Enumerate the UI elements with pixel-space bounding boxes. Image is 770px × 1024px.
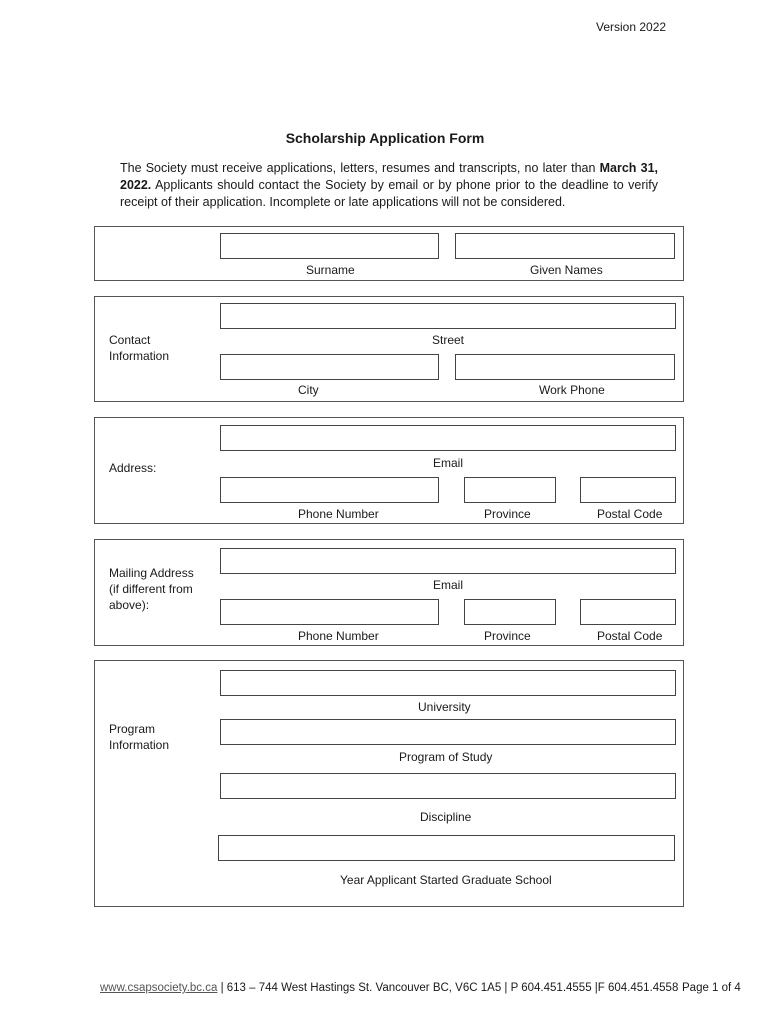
program-label-line1: Program — [109, 722, 156, 736]
footer-contact — [100, 982, 678, 994]
intro-paragraph — [120, 160, 658, 211]
address-email-field[interactable] — [220, 425, 676, 451]
mailing-label-line3: above): — [109, 598, 150, 612]
program-label-line2: Information — [109, 738, 170, 752]
address-postal-label: Postal Code — [597, 507, 663, 521]
mailing-postal-field[interactable] — [580, 599, 676, 625]
footer-address: | 613 – 744 West Hastings St. Vancouver BC, V6C 1A5 | P 604.451.4555 |F 604.451.4558 — [217, 982, 679, 994]
city-label: City — [298, 383, 319, 397]
street-field[interactable] — [220, 303, 676, 329]
address-email-label: Email — [433, 456, 464, 470]
surname-field[interactable] — [220, 233, 439, 259]
website-link[interactable]: www.csapsociety.bc.ca — [100, 982, 218, 994]
program-section-label — [109, 721, 169, 753]
discipline-field[interactable] — [220, 773, 676, 799]
deadline-date: March 31, 2022. — [120, 161, 658, 192]
contact-label-line1: Contact — [109, 333, 151, 347]
work-phone-label: Work Phone — [539, 383, 605, 397]
form-title: Scholarship Application Form — [285, 130, 485, 146]
intro-text-start: The Society must receive applications, letters, resumes and transcripts, no later than — [120, 161, 600, 175]
address-section-label: Address: — [109, 461, 157, 475]
mailing-email-field[interactable] — [220, 548, 676, 574]
mailing-province-field[interactable] — [464, 599, 556, 625]
program-of-study-field[interactable] — [220, 719, 676, 745]
discipline-label: Discipline — [420, 810, 472, 824]
address-postal-field[interactable] — [580, 477, 676, 503]
address-province-field[interactable] — [464, 477, 556, 503]
work-phone-field[interactable] — [455, 354, 675, 380]
mailing-label-line1: Mailing Address — [109, 566, 194, 580]
city-field[interactable] — [220, 354, 439, 380]
mailing-phone-label: Phone Number — [298, 629, 379, 643]
contact-label-line2: Information — [109, 349, 170, 363]
page-number: Page 1 of 4 — [682, 982, 741, 994]
mailing-province-label: Province — [484, 629, 531, 643]
university-label: University — [418, 700, 471, 714]
address-province-label: Province — [484, 507, 531, 521]
version-label: Version 2022 — [596, 20, 667, 34]
given-names-field[interactable] — [455, 233, 675, 259]
intro-text-end: Applicants should contact the Society by email or by phone prior to the deadline to verify receipt of their application. Incomplete or late applications will not be considered. — [120, 178, 658, 209]
year-started-label: Year Applicant Started Graduate School — [340, 873, 552, 887]
mailing-section-label — [109, 565, 194, 613]
mailing-email-label: Email — [433, 578, 464, 592]
surname-label: Surname — [306, 263, 355, 277]
contact-section-label — [109, 332, 169, 364]
mailing-phone-field[interactable] — [220, 599, 439, 625]
program-of-study-label: Program of Study — [399, 750, 493, 764]
street-label: Street — [432, 333, 465, 347]
address-phone-field[interactable] — [220, 477, 439, 503]
year-started-field[interactable] — [218, 835, 675, 861]
mailing-label-line2: (if different from — [109, 582, 193, 596]
university-field[interactable] — [220, 670, 676, 696]
mailing-postal-label: Postal Code — [597, 629, 663, 643]
address-phone-label: Phone Number — [298, 507, 379, 521]
given-names-label: Given Names — [530, 263, 603, 277]
